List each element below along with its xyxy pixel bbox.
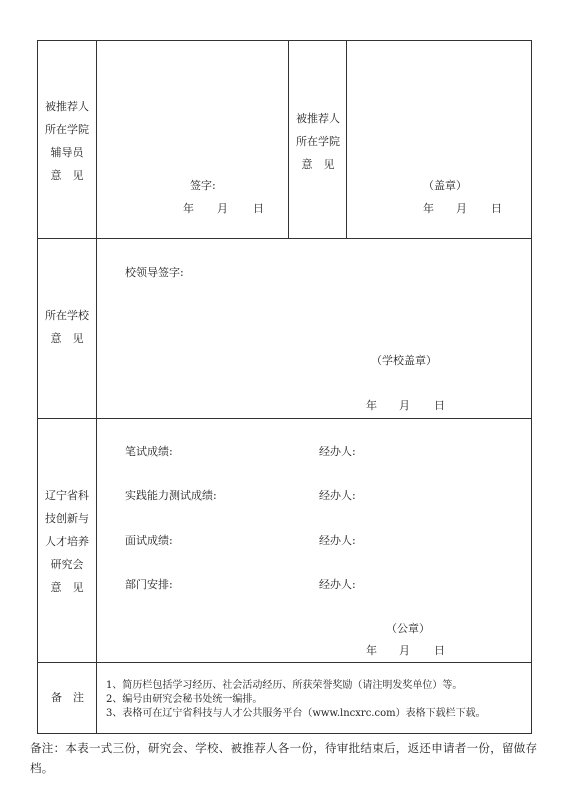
label-line: 意 见 <box>301 158 335 171</box>
right-seal-label: （盖章） <box>423 179 467 192</box>
date-month: 月 <box>399 399 410 412</box>
remark-item: 2、编号由研究会秘书处统一编排。 <box>106 694 263 705</box>
label-line: 研究会 <box>50 558 84 571</box>
table-border-top <box>37 40 532 41</box>
date-day: 日 <box>434 644 445 657</box>
practical-score-label: 实践能力测试成绩: <box>125 489 217 502</box>
table-border-bottom <box>37 733 532 734</box>
label-line: 意 见 <box>50 169 84 182</box>
leader-signature-label: 校领导签字: <box>125 266 184 279</box>
row3-label <box>38 484 96 599</box>
label-line: 被推荐人 <box>296 112 340 125</box>
label-line: 辅导员 <box>50 146 84 159</box>
official-seal-label: （公章） <box>386 622 430 635</box>
handler-label: 经办人: <box>319 489 356 502</box>
date-day: 日 <box>491 202 502 215</box>
label-column-divider <box>96 40 97 734</box>
label-line: 意 见 <box>50 581 84 594</box>
table-border-right <box>531 40 532 734</box>
remark-item: 3、表格可在辽宁省科技与人才公共服务平台（www.lncxrc.com）表格下载栏下载。 <box>106 708 486 719</box>
date-month: 月 <box>217 202 228 215</box>
footer-note: 备注：本表一式三份，研究会、学校、被推荐人各一份，待审批结束后，返还申请者一份，留做存档。 <box>30 741 538 775</box>
handler-label: 经办人: <box>319 534 356 547</box>
date-year: 年 <box>366 644 377 657</box>
label-line: 所在学院 <box>45 123 89 136</box>
date-month: 月 <box>399 644 410 657</box>
row-divider-1 <box>37 238 532 239</box>
school-seal-label: （学校盖章） <box>371 354 437 367</box>
remark-item: 1、简历栏包括学习经历、社会活动经历、所获荣誉奖励（请注明发奖单位）等。 <box>106 680 463 691</box>
label-line: 辽宁省科 <box>45 489 89 502</box>
date-year: 年 <box>183 202 194 215</box>
row-divider-3 <box>37 662 532 663</box>
left-signature-label: 签字: <box>190 179 216 192</box>
date-day: 日 <box>434 399 445 412</box>
written-score-label: 笔试成绩: <box>125 445 173 458</box>
date-year: 年 <box>366 399 377 412</box>
label-line: 所在学校 <box>45 309 89 322</box>
row2-label <box>38 304 96 350</box>
interview-score-label: 面试成绩: <box>125 534 173 547</box>
date-day: 日 <box>253 202 264 215</box>
row-divider-2 <box>37 418 532 419</box>
remarks-label: 备 注 <box>51 691 84 704</box>
handler-label: 经办人: <box>319 578 356 591</box>
label-line: 所在学院 <box>296 135 340 148</box>
date-month: 月 <box>456 202 467 215</box>
label-line: 被推荐人 <box>45 100 89 113</box>
department-arrangement-label: 部门安排: <box>125 578 173 591</box>
row1-left-label <box>38 95 96 187</box>
date-year: 年 <box>423 202 434 215</box>
handler-label: 经办人: <box>319 445 356 458</box>
label-line: 意 见 <box>50 332 84 345</box>
label-line: 技创新与 <box>45 512 89 525</box>
row1-right-label <box>289 107 347 176</box>
label-line: 人才培养 <box>45 535 89 548</box>
